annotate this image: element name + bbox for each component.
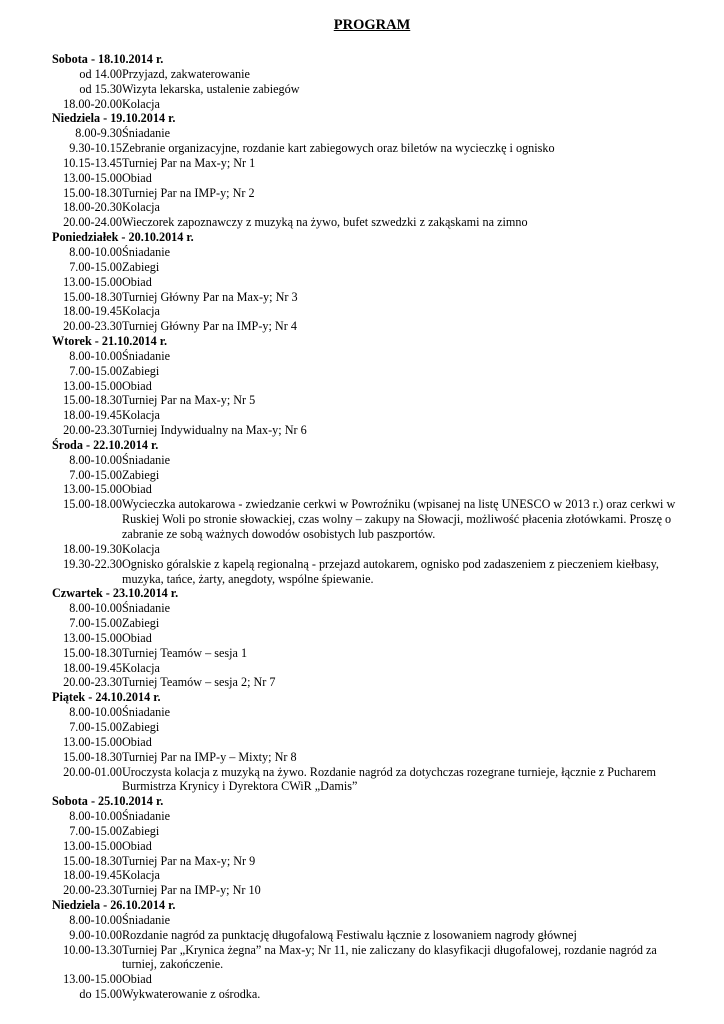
schedule-row [52, 883, 692, 898]
time-range: 8.00-10.00 [63, 601, 122, 616]
schedule-row [52, 601, 692, 616]
activity-description: Rozdanie nagród za punktację długofalową Festiwalu łącznie z losowaniem nagrody głównej [122, 927, 577, 942]
activity-description: Turniej Indywidualny na Max-y; Nr 6 [122, 423, 307, 438]
schedule-row [52, 423, 692, 438]
activity-description: Śniadanie [122, 912, 171, 927]
day-heading: Niedziela - 19.10.2014 r. [52, 111, 176, 126]
activity-description: Turniej Główny Par na Max-y; Nr 3 [122, 289, 298, 304]
schedule-row [52, 913, 692, 928]
activity-description: Obiad [122, 274, 152, 289]
activity-description: Śniadanie [122, 601, 171, 616]
time-range: 13.00-15.00 [63, 838, 122, 853]
activity-description: Wykwaterowanie z ośrodka. [122, 987, 261, 1002]
schedule-row [52, 393, 692, 408]
time-range: 18.00-19.30 [63, 541, 122, 556]
schedule-row [52, 809, 692, 824]
page-title: PROGRAM [333, 17, 411, 33]
time-range: do 15.00 [67, 987, 122, 1002]
day-heading: Niedziela - 26.10.2014 r. [52, 898, 176, 913]
time-range: 20.00-24.00 [63, 215, 122, 230]
day-section [52, 438, 692, 586]
schedule-row [52, 720, 692, 735]
time-range: 13.00-15.00 [63, 170, 122, 185]
schedule-row [52, 186, 692, 201]
time-range: 18.00-20.00 [63, 96, 122, 111]
schedule-row [52, 290, 692, 305]
activity-description: Uroczysta kolacja z muzyką na żywo. Rozdanie nagród za dotychczas rozegrane turnieje, łącznie z Pucharem Burmistrza Krynicy i Dyrektora CWiR „Damis” [122, 764, 656, 794]
time-range: 20.00-23.30 [63, 319, 122, 334]
day-heading: Poniedziałek - 20.10.2014 r. [52, 230, 194, 245]
time-range: 13.00-15.00 [63, 734, 122, 749]
schedule-row [52, 987, 692, 1002]
activity-description: Zabiegi [122, 719, 160, 734]
time-range: 15.00-18.30 [63, 645, 122, 660]
schedule-row [52, 765, 692, 795]
day-section [52, 230, 692, 334]
activity-description: Obiad [122, 482, 152, 497]
schedule-row [52, 928, 692, 943]
schedule-row [52, 705, 692, 720]
schedule-row [52, 82, 692, 97]
schedule-row [52, 868, 692, 883]
activity-description: Zabiegi [122, 259, 160, 274]
time-range: 18.00-19.45 [63, 304, 122, 319]
time-range: 7.00-15.00 [63, 616, 122, 631]
activity-description: Turniej Par na IMP-y – Mixty; Nr 8 [122, 749, 297, 764]
activity-description: Turniej Par „Krynica żegna” na Max-y; Nr 11, nie zaliczany do klasyfikacji długofalowej, rozdanie nagród za turniej, zakończenie. [122, 942, 657, 972]
time-range: 8.00-10.00 [63, 348, 122, 363]
time-range: 20.00-23.30 [63, 675, 122, 690]
activity-description: Śniadanie [122, 452, 171, 467]
activity-description: Przyjazd, zakwaterowanie [122, 66, 250, 81]
schedule-row [52, 824, 692, 839]
day-section [52, 52, 692, 111]
time-range: 15.00-18.30 [63, 853, 122, 868]
time-range: 20.00-23.30 [63, 423, 122, 438]
time-range: 15.00-18.30 [63, 393, 122, 408]
activity-description: Obiad [122, 972, 152, 987]
activity-description: Kolacja [122, 541, 160, 556]
activity-description: Turniej Główny Par na IMP-y; Nr 4 [122, 319, 297, 334]
schedule-row [52, 200, 692, 215]
schedule-row [52, 453, 692, 468]
schedule-row [52, 557, 692, 587]
activity-description: Zabiegi [122, 467, 160, 482]
activity-description: Turniej Par na IMP-y; Nr 2 [122, 185, 255, 200]
time-range: 15.00-18.30 [63, 185, 122, 200]
schedule-row [52, 97, 692, 112]
schedule-row [52, 943, 692, 973]
schedule-row [52, 972, 692, 987]
activity-description: Śniadanie [122, 244, 171, 259]
time-range: od 15.30 [70, 81, 122, 96]
day-section [52, 586, 692, 690]
activity-description: Turniej Teamów – sesja 2; Nr 7 [122, 675, 276, 690]
activity-description: Śniadanie [122, 809, 171, 824]
time-range: 15.00-18.00 [63, 497, 122, 512]
day-section [52, 111, 692, 230]
activity-description: Kolacja [122, 408, 160, 423]
schedule-row [52, 379, 692, 394]
activity-description: Obiad [122, 630, 152, 645]
activity-description: Kolacja [122, 868, 160, 883]
activity-description: Śniadanie [122, 348, 171, 363]
activity-description: Kolacja [122, 96, 160, 111]
schedule-row [52, 675, 692, 690]
activity-description: Obiad [122, 378, 152, 393]
schedule-row [52, 141, 692, 156]
activity-description: Zabiegi [122, 363, 160, 378]
day-heading: Piątek - 24.10.2014 r. [52, 690, 161, 705]
schedule-row [52, 304, 692, 319]
activity-description: Śniadanie [122, 705, 171, 720]
time-range: 13.00-15.00 [63, 630, 122, 645]
schedule-row [52, 156, 692, 171]
day-heading: Wtorek - 21.10.2014 r. [52, 334, 168, 349]
day-heading: Sobota - 18.10.2014 r. [52, 52, 164, 66]
schedule [52, 52, 692, 1002]
activity-description: Turniej Par na IMP-y; Nr 10 [122, 883, 261, 898]
time-range: 8.00-10.00 [63, 912, 122, 927]
time-range: 8.00-10.00 [63, 452, 122, 467]
time-range: 18.00-19.45 [63, 660, 122, 675]
activity-description: Zabiegi [122, 823, 160, 838]
schedule-row [52, 735, 692, 750]
schedule-row [52, 126, 692, 141]
schedule-row [52, 497, 692, 542]
activity-description: Zebranie organizacyjne, rozdanie kart zabiegowych oraz biletów na wycieczkę i ognisko [122, 141, 555, 156]
time-range: 7.00-15.00 [63, 823, 122, 838]
schedule-row [52, 750, 692, 765]
day-section [52, 334, 692, 438]
day-heading: Sobota - 25.10.2014 r. [52, 794, 164, 809]
schedule-row [52, 616, 692, 631]
time-range: 15.00-18.30 [63, 289, 122, 304]
day-heading: Czwartek - 23.10.2014 r. [52, 586, 179, 601]
time-range: 10.15-13.45 [63, 155, 122, 170]
schedule-row [52, 468, 692, 483]
activity-description: Wieczorek zapoznawczy z muzyką na żywo, bufet szwedzki z zakąskami na zimno [122, 215, 528, 230]
activity-description: Wycieczka autokarowa - zwiedzanie cerkwi w Powroźniku (wpisanej na listę UNESCO w 2013 r.) oraz cerkwi w Ruskiej Woli po stronie słowackiej, czas wolny – zakupy na Słowacji, możliwość płacenia złotówkami. Proszę o zabranie ze sobą ważnych dowodów osobistych lub paszportów. [122, 497, 676, 541]
schedule-row [52, 171, 692, 186]
time-range: 18.00-19.45 [63, 408, 122, 423]
schedule-row [52, 482, 692, 497]
time-range: 13.00-15.00 [63, 378, 122, 393]
time-range: 18.00-20.30 [63, 200, 122, 215]
time-range: 9.00-10.00 [63, 927, 122, 942]
activity-description: Turniej Teamów – sesja 1 [122, 645, 248, 660]
schedule-row [52, 408, 692, 423]
activity-description: Ognisko góralskie z kapelą regionalną - przejazd autokarem, ognisko pod zadaszeniem z pieczeniem kiełbasy, muzyka, tańce, żarty, anegdoty, wspólne śpiewanie. [122, 556, 659, 586]
time-range: 19.30-22.30 [63, 556, 122, 571]
time-range: 20.00-23.30 [63, 883, 122, 898]
schedule-row [52, 67, 692, 82]
time-range: 7.00-15.00 [63, 259, 122, 274]
schedule-row [52, 854, 692, 869]
time-range: 18.00-19.45 [63, 868, 122, 883]
time-range: 7.00-15.00 [63, 719, 122, 734]
time-range: 7.00-15.00 [63, 363, 122, 378]
activity-description: Kolacja [122, 304, 160, 319]
activity-description: Kolacja [122, 660, 160, 675]
schedule-row [52, 661, 692, 676]
activity-description: Obiad [122, 170, 152, 185]
activity-description: Śniadanie [122, 126, 171, 141]
schedule-row [52, 839, 692, 854]
schedule-row [52, 245, 692, 260]
day-section [52, 690, 692, 794]
time-range: 8.00-10.00 [63, 244, 122, 259]
program-document [52, 14, 692, 1002]
time-range: od 14.00 [70, 66, 122, 81]
activity-description: Turniej Par na Max-y; Nr 9 [122, 853, 256, 868]
activity-description: Zabiegi [122, 616, 160, 631]
time-range: 7.00-15.00 [63, 467, 122, 482]
time-range: 8.00-10.00 [63, 809, 122, 824]
activity-description: Turniej Par na Max-y; Nr 1 [122, 155, 256, 170]
time-range: 15.00-18.30 [63, 749, 122, 764]
time-range: 10.00-13.30 [63, 942, 122, 957]
activity-description: Turniej Par na Max-y; Nr 5 [122, 393, 256, 408]
activity-description: Wizyta lekarska, ustalenie zabiegów [122, 81, 300, 96]
schedule-row [52, 275, 692, 290]
schedule-row [52, 260, 692, 275]
schedule-row [52, 542, 692, 557]
activity-description: Obiad [122, 838, 152, 853]
time-range: 13.00-15.00 [63, 274, 122, 289]
schedule-row [52, 349, 692, 364]
schedule-row [52, 215, 692, 230]
time-range: 9.30-10.15 [63, 141, 122, 156]
time-range: 13.00-15.00 [63, 972, 122, 987]
day-heading: Środa - 22.10.2014 r. [52, 437, 159, 452]
time-range: 13.00-15.00 [63, 482, 122, 497]
schedule-row [52, 319, 692, 334]
day-section [52, 794, 692, 898]
day-section [52, 898, 692, 1002]
activity-description: Kolacja [122, 200, 160, 215]
time-range: 20.00-01.00 [63, 764, 122, 779]
schedule-row [52, 631, 692, 646]
schedule-row [52, 364, 692, 379]
time-range: 8.00-9.30 [69, 126, 122, 141]
activity-description: Obiad [122, 734, 152, 749]
schedule-row [52, 646, 692, 661]
time-range: 8.00-10.00 [63, 705, 122, 720]
